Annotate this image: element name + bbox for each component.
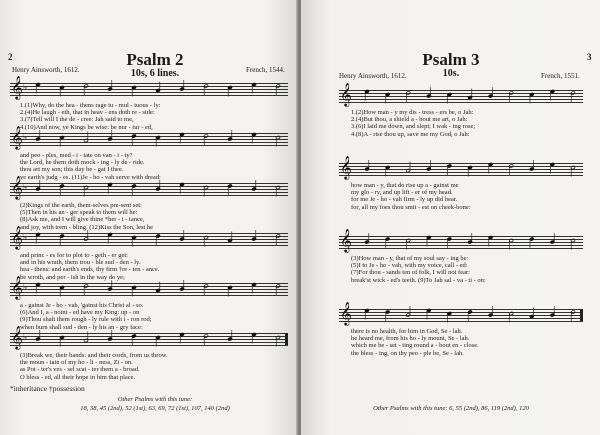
music-note [252, 333, 257, 344]
lyric-line: 2.(4)But thou, a shield a - bout me art, o Jah: [351, 116, 468, 124]
music-note [509, 312, 514, 323]
music-note [571, 239, 576, 250]
lyric-line: (8)Ask me, and I will give thine *her - i - tance, [20, 216, 145, 224]
music-note [385, 166, 390, 177]
note-row [10, 225, 288, 255]
music-note [132, 236, 137, 247]
tune-credit: French, 1551. [541, 72, 580, 80]
final-barline [285, 333, 288, 345]
music-note [180, 133, 185, 144]
music-note [252, 133, 257, 144]
lyric-line: be wroth, and per - ish in the way do ye; [20, 273, 125, 281]
music-note [571, 91, 576, 102]
music-note [365, 233, 370, 244]
music-note [180, 333, 185, 344]
meter-label: 10s. [442, 68, 460, 79]
note-row [339, 155, 583, 185]
music-note [36, 180, 41, 191]
music-note [204, 186, 209, 197]
lyric-line: ye earth's judg - es. (11)Je - ho - vah serve with dread: [20, 173, 161, 181]
other-psalms-list: Other Psalms with this tune: 6, 55 (2nd), 86, 119 (2nd), 120 [373, 405, 529, 412]
lyric-line: break'st wick - ed's teeth. (9)To Jah sal - va - ti - on: [351, 276, 486, 284]
text-credit: Henry Ainsworth, 1612. [339, 72, 407, 80]
music-note [509, 91, 514, 102]
music-note [365, 309, 370, 320]
music-note [426, 160, 431, 171]
treble-clef-icon: 𝄞 [11, 175, 23, 199]
lyric-line: for, all my foes thou smit - est on cheek-bone: [351, 203, 471, 211]
page-number: 2 [8, 52, 13, 62]
music-note [468, 233, 473, 244]
music-note [447, 237, 452, 248]
music-note [571, 166, 576, 177]
music-note [60, 86, 65, 97]
music-note [406, 306, 411, 317]
music-note [156, 180, 161, 191]
music-note [385, 93, 390, 104]
music-note [426, 236, 431, 247]
tune-credit: French, 1544. [246, 66, 285, 74]
music-note [132, 334, 137, 345]
lyric-line: and princ - es for to plot to - geth - er get: [20, 252, 128, 259]
music-staff [339, 301, 583, 325]
flat-key-signature-icon: ♭ [23, 83, 28, 93]
lyric-line: my glo - ry, and up lift - er of my head. [351, 189, 453, 197]
music-note [406, 162, 411, 173]
music-note [156, 234, 161, 245]
music-note [447, 312, 452, 323]
music-staff [339, 82, 583, 106]
music-note [488, 163, 493, 174]
note-row [10, 325, 288, 355]
other-psalms-title: Other Psalms with this tune: [117, 396, 193, 403]
music-note [204, 134, 209, 145]
footnote: *inheritance †possession [10, 384, 85, 393]
music-note [426, 309, 431, 320]
lyric-line: a - gainst Je - ho - vah, 'gainst his Christ al - so. [20, 302, 144, 309]
lyric-line: how man - y, that do rise up a - gainst me [351, 182, 459, 189]
music-note [509, 164, 514, 175]
music-note [204, 84, 209, 95]
flat-key-signature-icon: ♭ [23, 333, 28, 343]
music-note [252, 230, 257, 241]
text-credit: Henry Ainsworth, 1612. [12, 66, 80, 74]
lyric-line: there is no health, for him in God, Se - lah. [351, 328, 463, 335]
music-note [60, 136, 65, 147]
music-note [156, 82, 161, 93]
music-note [228, 184, 233, 195]
note-row [10, 125, 288, 155]
treble-clef-icon: 𝄞 [340, 155, 352, 179]
lyric-line: and joy, with trem - bling. (12)Kiss the Son, lest he [20, 223, 153, 231]
music-note [385, 310, 390, 321]
music-note [228, 330, 233, 341]
lyric-line: O bless - ed, all their hope in him that place. [20, 373, 136, 381]
treble-clef-icon: 𝄞 [340, 82, 352, 106]
music-note [468, 310, 473, 321]
lyric-line: for me Je - ho - vah firm - ly up did bear. [351, 196, 458, 204]
music-note [180, 80, 185, 91]
note-row [10, 175, 288, 205]
music-note [156, 282, 161, 293]
music-note [60, 286, 65, 297]
music-note [156, 336, 161, 347]
music-note [385, 237, 390, 248]
music-note [36, 283, 41, 294]
treble-clef-icon: 𝄞 [11, 75, 23, 99]
note-row [339, 82, 583, 112]
music-note [60, 184, 65, 195]
music-note [228, 130, 233, 141]
lyric-line: and peo - ples, med - i - tate on van - i - ty? [20, 152, 133, 159]
music-note [156, 136, 161, 147]
music-note [447, 93, 452, 104]
music-note [180, 230, 185, 241]
lyric-line: 3.(6)I laid me down, and slept; I wak - ing rose; [351, 123, 476, 131]
music-note [529, 237, 534, 248]
music-note [228, 286, 233, 297]
music-note [488, 236, 493, 247]
note-row [10, 75, 288, 105]
music-note [276, 84, 281, 95]
music-note [108, 330, 113, 341]
lyric-line: as Pot - ter's ves - sel scat - ter them a - broad. [20, 366, 140, 374]
music-note [60, 336, 65, 347]
psalm-title: Psalm 3 [422, 50, 480, 69]
lyric-line: the Lord, he them doth mock - ing - ly de - ride. [20, 159, 145, 167]
music-note [276, 234, 281, 245]
lyric-line: and in his wrath, them trou - ble sud - den - ly. [20, 259, 141, 267]
lyric-line: the moun - tain of my ho - li - ness, Zi - on. [20, 359, 133, 367]
music-note [406, 239, 411, 250]
music-note [550, 306, 555, 317]
treble-clef-icon: 𝄞 [11, 325, 23, 349]
music-note [529, 160, 534, 171]
flat-key-signature-icon: ♭ [23, 133, 28, 143]
music-staff [10, 75, 288, 99]
music-staff [339, 155, 583, 179]
lyric-line: (5)Then in his an - ger speak to them will he: [20, 209, 138, 217]
lyric-line: 3.(7)Tell will I the de - cree: Jah said to me, [20, 116, 134, 124]
lyric-line: when burn shall sud - den - ly his an - gry face: [20, 323, 143, 331]
music-note [228, 86, 233, 97]
music-note [84, 84, 89, 95]
music-note [84, 332, 89, 343]
music-note [550, 233, 555, 244]
music-note [180, 280, 185, 291]
meter-label: 10s, 6 lines. [130, 68, 180, 79]
flat-key-signature-icon: ♭ [23, 233, 28, 243]
music-note [108, 130, 113, 141]
music-note [36, 83, 41, 94]
lyric-line: 4.(10)And now, ye Kings be wise: be nur - tur - ed, [20, 123, 153, 131]
music-note [550, 90, 555, 101]
lyric-line: (9)Thou shalt them rough - ly rule with i - ron rod; [20, 316, 152, 324]
music-note [84, 284, 89, 295]
treble-clef-icon: 𝄞 [340, 301, 352, 325]
music-note [204, 334, 209, 345]
music-note [529, 93, 534, 104]
music-note [36, 330, 41, 341]
lyric-line: 4.(8)A - rise thou up, save me my God, o Jah: [351, 130, 470, 138]
flat-key-signature-icon: ♭ [23, 283, 28, 293]
lyric-line: 1.(2)How man - y my dis - tress - ers be, o Jah: [351, 109, 474, 116]
lyric-line: thou art my son; this day be - gat I thee. [20, 166, 124, 174]
final-barline [580, 309, 583, 321]
music-note [84, 230, 89, 241]
music-note [36, 233, 41, 244]
treble-clef-icon: 𝄞 [340, 228, 352, 252]
lyric-line: which me be - set - ting round a - bout en - close. [351, 342, 479, 350]
music-note [36, 130, 41, 141]
treble-clef-icon: 𝄞 [11, 225, 23, 249]
music-note [132, 286, 137, 297]
music-note [468, 166, 473, 177]
music-note [108, 183, 113, 194]
music-note [132, 86, 137, 97]
lyric-line: hea - thens: and earth's ends, thy firm †re - ten - ance. [20, 266, 160, 274]
music-note [132, 184, 137, 195]
music-note [180, 183, 185, 194]
flat-key-signature-icon: ♭ [23, 183, 28, 193]
lyric-line: (7)For thou - sands ten of folk, I will not fear: [351, 269, 470, 277]
lyric-line: 2.(4)He laugh - eth, that in heav - ens doth re - side: [20, 109, 155, 117]
music-note [276, 186, 281, 197]
music-note [252, 180, 257, 191]
note-row [339, 301, 583, 331]
music-note [276, 136, 281, 147]
music-note [365, 90, 370, 101]
music-note [252, 83, 257, 94]
lyric-line: (2)Kings of the earth, them-selves pre-sent set: [20, 202, 142, 209]
music-note [571, 310, 576, 321]
lyric-line: (3)How man - y, that of my soul say - ing be: [351, 255, 469, 262]
treble-clef-icon: 𝄞 [11, 125, 23, 149]
music-note [108, 280, 113, 291]
music-note [365, 160, 370, 171]
treble-clef-icon: 𝄞 [11, 275, 23, 299]
psalm-title: Psalm 2 [126, 50, 184, 69]
music-note [550, 163, 555, 174]
music-note [108, 80, 113, 91]
music-note [276, 336, 281, 347]
note-row [339, 228, 583, 258]
music-note [132, 134, 137, 145]
lyric-line: (3)Break we, their bands: and their cords, from us throw. [20, 352, 168, 359]
music-note [468, 89, 473, 100]
music-note [529, 308, 534, 319]
music-note [60, 234, 65, 245]
left-page [0, 0, 298, 435]
music-note [426, 87, 431, 98]
music-note [84, 132, 89, 143]
music-note [84, 186, 89, 197]
other-psalms-list: 18, 38, 45 (2nd), 52 (1st), 63, 69, 72 (1st), 107, 140 (2nd) [80, 405, 230, 412]
music-note [252, 283, 257, 294]
right-page [301, 0, 600, 435]
lyric-line: (5)I to Je - ho - vah, with my voice, call - ed: [351, 262, 468, 270]
lyric-line: (6)And I, a - noint - ed have my King: up - on [20, 309, 140, 317]
note-row [10, 275, 288, 305]
music-note [204, 236, 209, 247]
page-number: 3 [587, 52, 592, 62]
music-note [228, 232, 233, 243]
music-staff [339, 228, 583, 252]
music-note [108, 233, 113, 244]
music-note [276, 284, 281, 295]
music-note [488, 87, 493, 98]
music-note [447, 164, 452, 175]
lyric-line: he heard me, from his ho - ly mount, Se - lah. [351, 335, 470, 343]
lyric-line: 1.(1)Why, do the hea - thens rage tu - mul - tuous - ly: [20, 102, 161, 109]
music-note [509, 239, 514, 250]
music-note [204, 284, 209, 295]
music-note [488, 306, 493, 317]
music-note [406, 91, 411, 102]
lyric-line: the bless - ing, on thy peo - ple be, Se - lah. [351, 349, 464, 357]
